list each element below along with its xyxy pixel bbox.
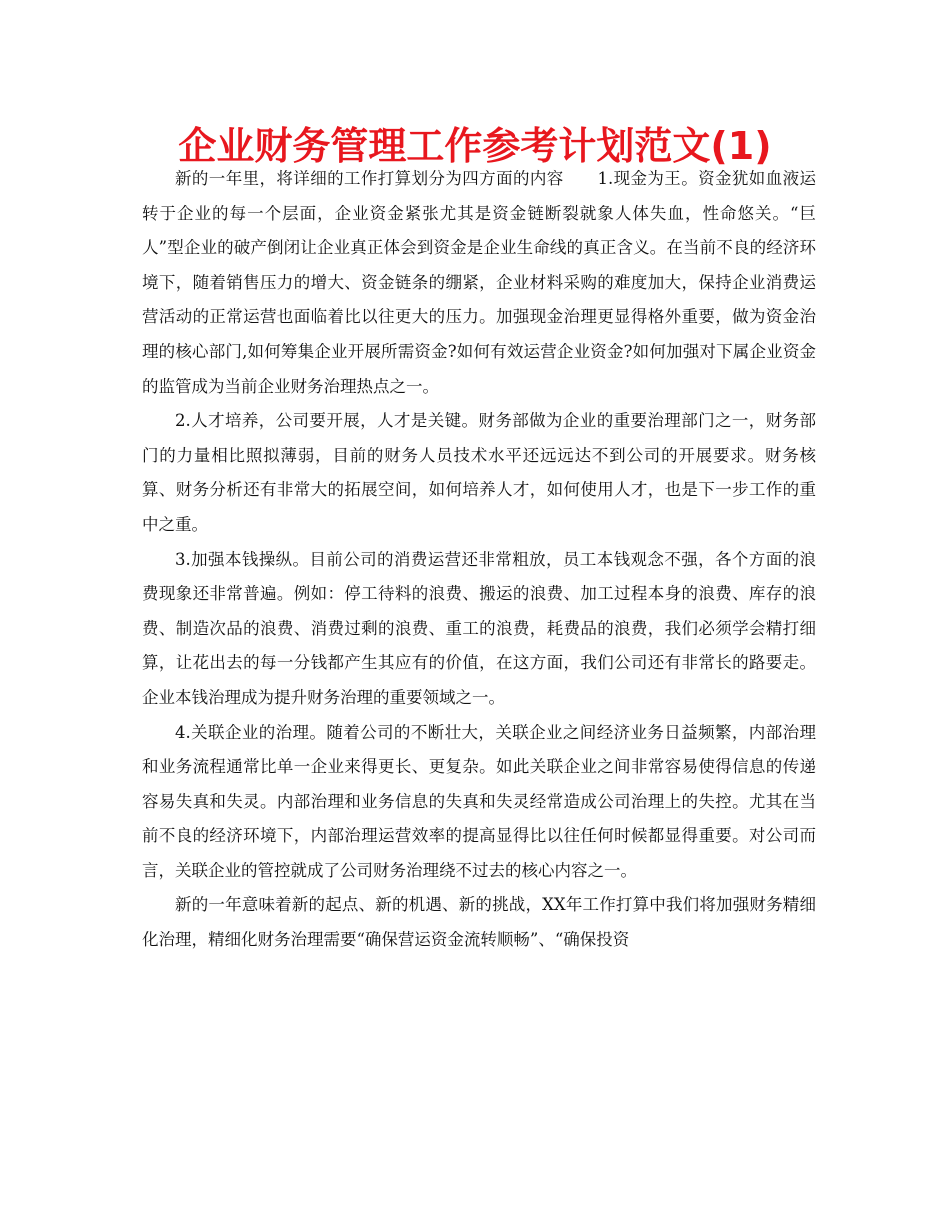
paragraph-affiliates: 4.关联企业的治理。随着公司的不断壮大，关联企业之间经济业务日益频繁，内部治理和业务流程通常比单一企业来得更长、更复杂。如此关联企业之间非常容易使得信息的传递容易失真和失灵。内部治理和业务信息的失真和失灵经常造成公司治理上的失控。尤其在当前不良的经济环境下，内部治理运营效率的提高显得比以往任何时候都显得重要。对公司而言，关联企业的管控就成了公司财务治理绕不过去的核心内容之一。 bbox=[142, 722, 816, 880]
paragraph-cost-control: 3.加强本钱操纵。目前公司的消费运营还非常粗放，员工本钱观念不强，各个方面的浪费现象还非常普遍。例如：停工待料的浪费、搬运的浪费、加工过程本身的浪费、库存的浪费、制造次品的浪费、消费过剩的浪费、重工的浪费，耗费品的浪费，我们必须学会精打细算，让花出去的每一分钱都产生其应有的价值，在这方面，我们公司还有非常长的路要走。企业本钱治理成为提升财务治理的重要领域之一。 bbox=[142, 549, 816, 707]
paragraph-talent: 2.人才培养，公司要开展，人才是关键。财务部做为企业的重要治理部门之一，财务部门的力量相比照拟薄弱，目前的财务人员技术水平还远远达不到公司的开展要求。财务核算、财务分析还有非常大的拓展空间，如何培养人才，如何使用人才，也是下一步工作的重中之重。 bbox=[142, 411, 816, 534]
page-title: 企业财务管理工作参考计划范文(1) bbox=[178, 124, 772, 168]
document-body bbox=[142, 162, 816, 958]
paragraph-intro-cash: 新的一年里，将详细的工作打算划分为四方面的内容 1.现金为王。资金犹如血液运转于企业的每一个层面，企业资金紧张尤其是资金链断裂就象人体失血，性命悠关。“巨人”型企业的破产倒闭让企业真正体会到资金是企业生命线的真正含义。在当前不良的经济环境下，随着销售压力的增大、资金链条的绷紧，企业材料采购的难度加大，保持企业消费运营活动的正常运营也面临着比以往更大的压力。加强现金治理更显得格外重要，做为资金治理的核心部门,如何筹集企业开展所需资金?如何有效运营企业资金?如何加强对下属企业资金的监管成为当前企业财务治理热点之一。 bbox=[142, 169, 816, 396]
paragraph-new-year: 新的一年意味着新的起点、新的机遇、新的挑战，XX年工作打算中我们将加强财务精细化治理，精细化财务治理需要“确保营运资金流转顺畅”、“确保投资 bbox=[142, 895, 816, 950]
